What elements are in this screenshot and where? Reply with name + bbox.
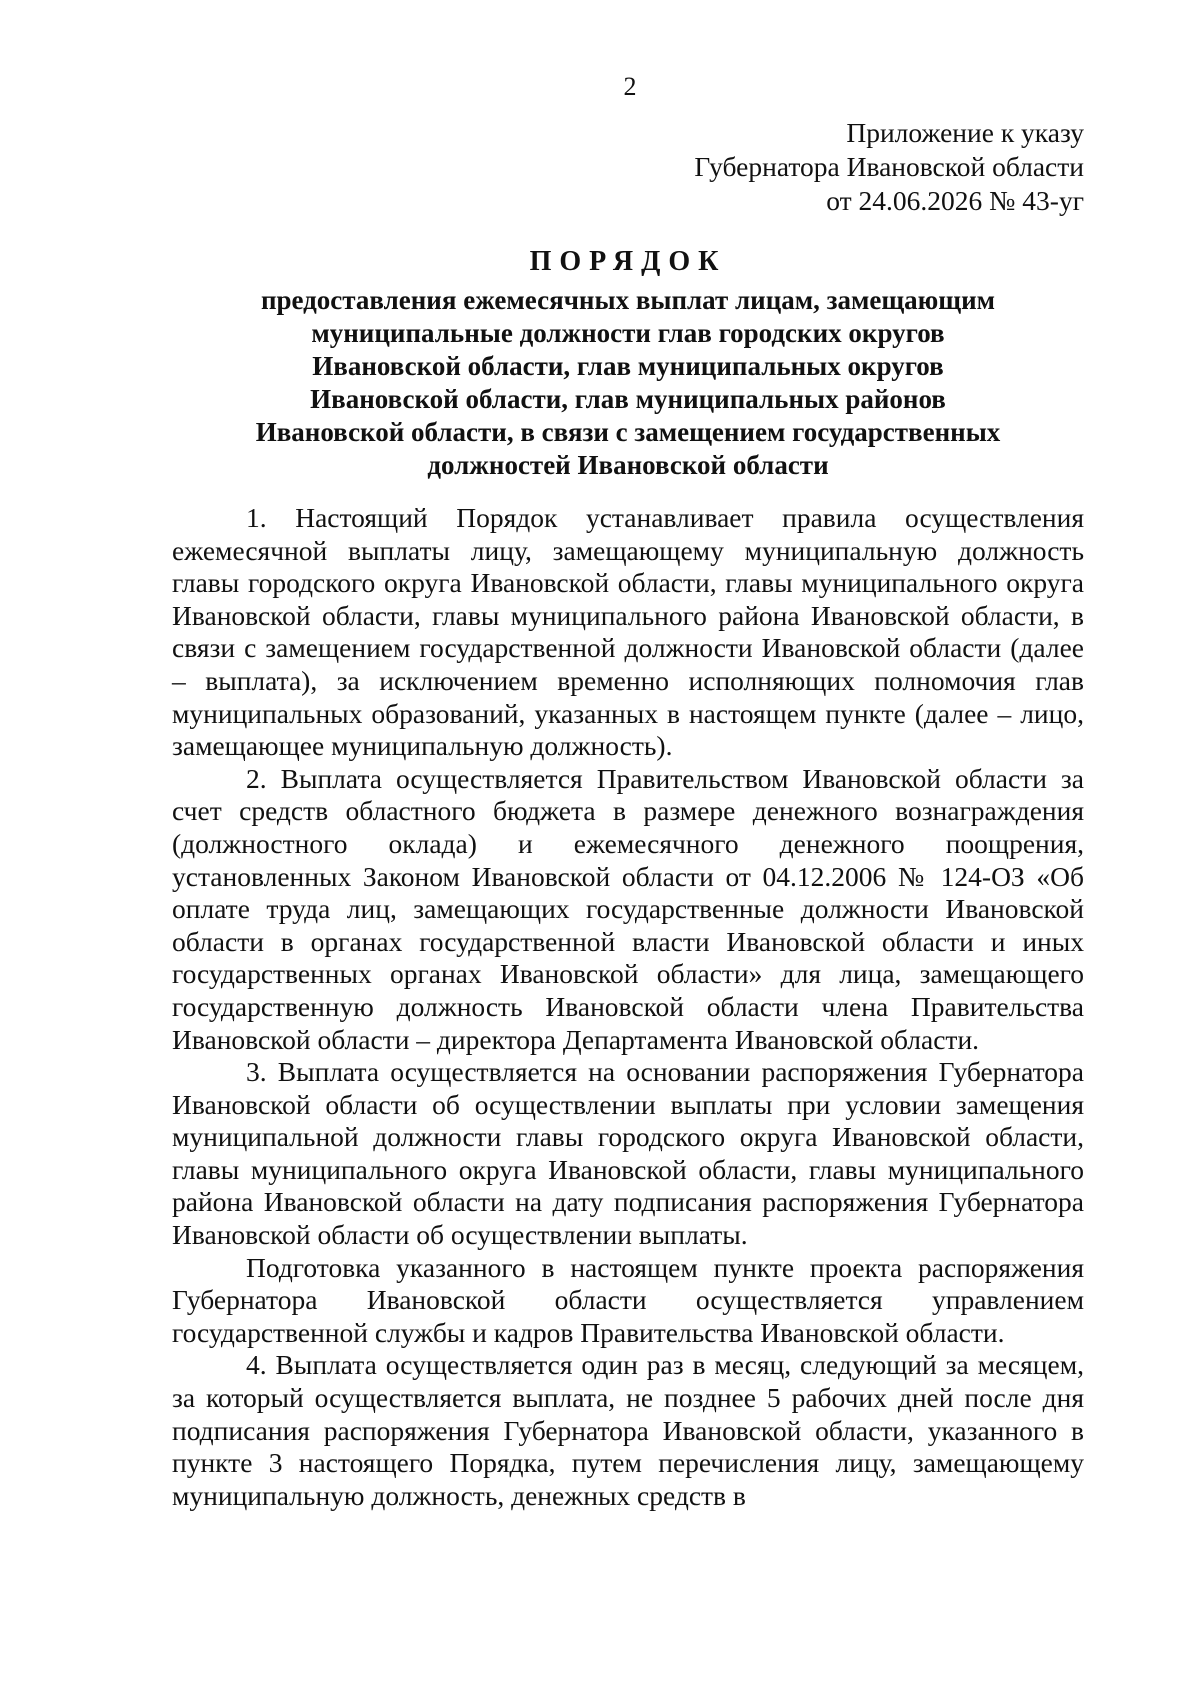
- subtitle-line: Ивановской области, глав муниципальных округов: [312, 351, 944, 381]
- paragraph-2: 2. Выплата осуществляется Правительством Ивановской области за счет средств областного бюджета в размере денежного вознаграждения (должностного оклада) и ежемесячного денежного поощрения, установленных Законом Ивановской области от 04.12.2006 № 124-ОЗ «Об оплате труда лиц, замещающих государственные должности Ивановской области в органах государственной власти Ивановской области и иных государственных органах Ивановской области» для лица, замещающего государственную должность Ивановской области члена Правительства Ивановской области – директора Департамента Ивановской области.: [172, 762, 1084, 1055]
- appendix-line: Губернатора Ивановской области: [694, 151, 1084, 182]
- subtitle-line: Ивановской области, глав муниципальных районов: [310, 384, 946, 414]
- subtitle-line: Ивановской области, в связи с замещением государственных: [255, 417, 1001, 447]
- appendix-line: Приложение к указу: [846, 117, 1084, 148]
- document-title: [172, 242, 1084, 482]
- subtitle-line: муниципальные должности глав городских округов: [311, 318, 945, 348]
- subtitle-line: должностей Ивановской области: [427, 450, 829, 480]
- subtitle-line: предоставления ежемесячных выплат лицам, замещающим: [260, 285, 996, 315]
- document-heading: ПОРЯДОК: [529, 246, 727, 277]
- appendix-block: [694, 116, 1084, 218]
- paragraph-3-continuation: Подготовка указанного в настоящем пункте проекта распоряжения Губернатора Ивановской области осуществляется управлением государственной службы и кадров Правительства Ивановской области.: [172, 1251, 1084, 1348]
- document-body: [172, 502, 1084, 1512]
- paragraph-3: 3. Выплата осуществляется на основании распоряжения Губернатора Ивановской области об осуществлении выплаты при условии замещения муниципальной должности главы городского округа Ивановской области, главы муниципального округа Ивановской области, главы муниципального района Ивановской области на дату подписания распоряжения Губернатора Ивановской области об осуществлении выплаты.: [172, 1056, 1084, 1251]
- appendix-date-number: от 24.06.2026 № 43-уг: [826, 185, 1084, 216]
- document-subtitle: [172, 284, 1084, 482]
- page-number: 2: [623, 72, 637, 101]
- paragraph-4: 4. Выплата осуществляется один раз в месяц, следующий за месяцем, за который осуществляется выплата, не позднее 5 рабочих дней после дня подписания распоряжения Губернатора Ивановской области, указанного в пункте 3 настоящего Порядка, путем перечисления лицу, замещающему муниципальную должность, денежных средств в: [172, 1349, 1084, 1511]
- paragraph-1: 1. Настоящий Порядок устанавливает правила осуществления ежемесячной выплаты лицу, замещающему муниципальную должность главы городского округа Ивановской области, главы муниципального округа Ивановской области, главы муниципального района Ивановской области, в связи с замещением государственной должности Ивановской области (далее – выплата), за исключением временно исполняющих полномочия глав муниципальных образований, указанных в настоящем пункте (далее – лицо, замещающее муниципальную должность).: [172, 502, 1084, 762]
